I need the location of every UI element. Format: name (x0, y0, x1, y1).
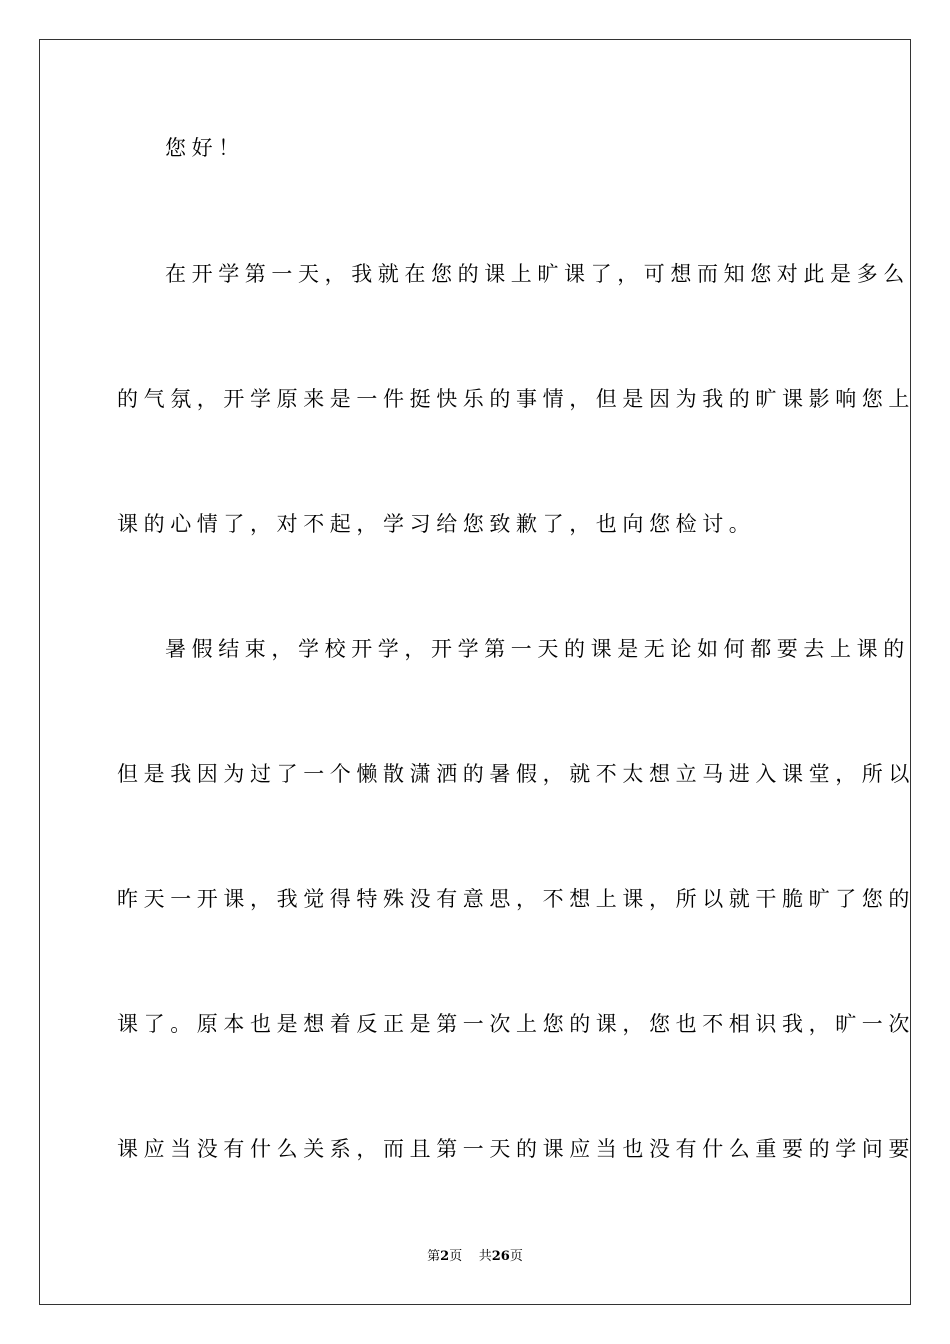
body-text-line: 课的心情了，对不起，学习给您致歉了，也向您检讨。 (117, 512, 756, 536)
body-text-line: 的气氛，开学原来是一件挺快乐的事情，但是因为我的旷课影响您上 (117, 387, 915, 411)
page-suffix: 页 (449, 1249, 463, 1264)
body-text-line: 暑假结束，学校开学，开学第一天的课是无论如何都要去上课的 (165, 637, 910, 661)
body-text-line: 课了。原本也是想着反正是第一次上您的课，您也不相识我，旷一次 (117, 1012, 915, 1036)
page-number: 2 (440, 1249, 450, 1264)
page-prefix: 第 (427, 1249, 441, 1264)
body-text-line: 在开学第一天，我就在您的课上旷课了，可想而知您对此是多么 (165, 262, 910, 286)
page-footer (0, 1248, 950, 1266)
greeting-line: 您好！ (165, 136, 245, 160)
body-text-line: 昨天一开课，我觉得特殊没有意思，不想上课，所以就干脆旷了您的 (117, 887, 915, 911)
page-border (39, 39, 911, 1305)
total-suffix: 页 (509, 1249, 523, 1264)
body-text-line: 课应当没有什么关系，而且第一天的课应当也没有什么重要的学问要 (117, 1137, 915, 1161)
total-pages: 26 (491, 1249, 510, 1264)
total-prefix: 共 (478, 1249, 492, 1264)
body-text-line: 但是我因为过了一个懒散潇洒的暑假，就不太想立马进入课堂，所以 (117, 762, 915, 786)
